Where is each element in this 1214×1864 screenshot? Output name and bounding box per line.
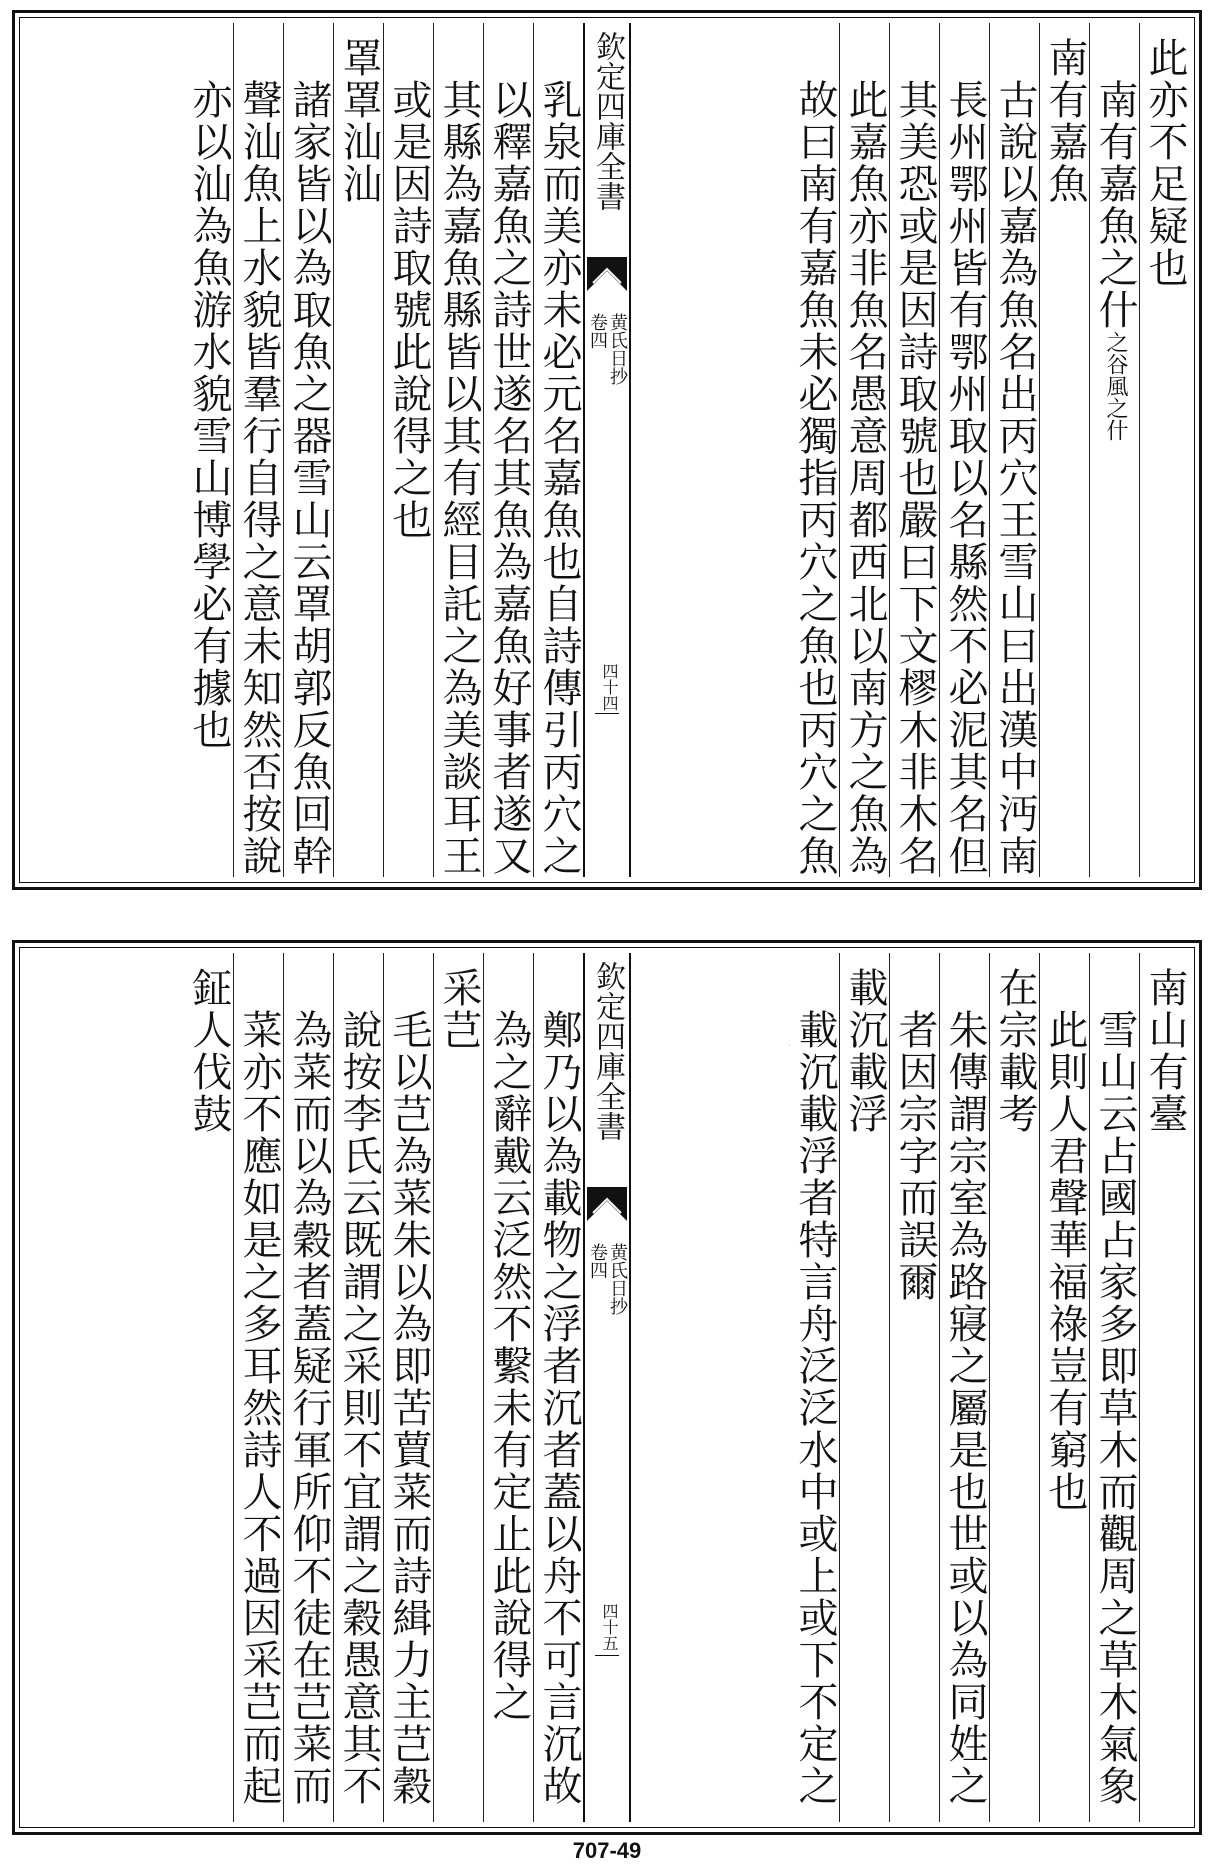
text-column: 為之辭戴云泛然不繫未有定止此說得之	[483, 953, 533, 1822]
spine-source	[587, 1243, 628, 1315]
text-column: 說按李氏云既謂之采則不宜謂之穀愚意其不	[333, 953, 383, 1822]
spine-source	[587, 313, 628, 385]
text-column: 諸家皆以為取魚之器雪山云罩胡郭反魚回幹	[283, 23, 333, 877]
spine-title: 欽定四庫全書	[590, 31, 625, 211]
spine-book-name: 黄氏日抄	[607, 313, 628, 385]
spine-title: 欽定四庫全書	[590, 961, 625, 1141]
text-column: 朱傳謂宗室為路寢之屬是也世或以為同姓之	[939, 953, 989, 1822]
page-footer-number: 707-49	[572, 1838, 642, 1863]
text-column: 乳泉而美亦未必元名嘉魚也自詩傳引丙穴之	[533, 23, 583, 877]
spine-divider	[595, 713, 619, 714]
page-spine	[583, 953, 631, 1822]
poem-title: 采芑	[433, 953, 483, 1822]
bottom-page-frame	[25, 953, 1189, 1822]
text-column: 亦以汕為魚游水貌雪山博學必有據也	[186, 79, 232, 751]
annotation-note: 之谷風之什	[1103, 331, 1128, 441]
fishtail-mark-icon	[587, 253, 627, 293]
text-column	[1089, 23, 1139, 877]
poem-title: 南山有臺	[1139, 953, 1189, 1822]
top-page-frame	[25, 23, 1189, 877]
poem-title: 罩罩汕汕	[333, 23, 383, 877]
bottom-left-half	[25, 953, 583, 1822]
text-column: 此亦不足疑也	[1139, 23, 1189, 877]
text-column: 載沉載浮者特言舟泛泛水中或上或下不定之	[792, 1009, 838, 1807]
text-column: 或是因詩取號此說得之也	[383, 23, 433, 877]
poem-title: 南有嘉魚	[1039, 23, 1089, 877]
poem-title: 在宗載考	[989, 953, 1039, 1822]
text-column: 以釋嘉魚之詩世遂名其魚為嘉魚好事者遂又	[483, 23, 533, 877]
poem-title: 鉦人伐鼓	[186, 967, 232, 1135]
page-spine	[583, 23, 631, 877]
text-column: 者因宗字而誤爾	[889, 953, 939, 1822]
text-column: 古說以嘉為魚名出丙穴王雪山曰出漢中沔南	[989, 23, 1039, 877]
text-column: 其美恐或是因詩取號也嚴曰下文樛木非木名	[889, 23, 939, 877]
top-right-half	[631, 23, 1189, 877]
text-column: 聲汕魚上水貌皆羣行自得之意未知然否按說	[233, 23, 283, 877]
text-column: 故曰南有嘉魚未必獨指丙穴之魚也丙穴之魚	[792, 79, 838, 877]
spine-volume: 卷四	[587, 1243, 608, 1279]
text-column: 毛以芑為菜朱以為即苦蕒菜而詩緝力主芑穀	[383, 953, 433, 1822]
section-heading: 南有嘉魚之什	[1092, 79, 1138, 331]
text-column: 此則人君聲華福祿豈有窮也	[1039, 953, 1089, 1822]
text-column: 鄭乃以為載物之浮者沉者蓋以舟不可言沉故	[533, 953, 583, 1822]
text-column: 菜亦不應如是之多耳然詩人不過因采芑而起	[233, 953, 283, 1822]
spine-book-name: 黄氏日抄	[607, 1243, 628, 1315]
bottom-right-half	[631, 953, 1189, 1822]
top-left-half	[25, 23, 583, 877]
top-page	[12, 10, 1202, 890]
text-column: 此嘉魚亦非魚名愚意周都西北以南方之魚為	[839, 23, 889, 877]
bottom-page	[12, 940, 1202, 1835]
text-column: 長州鄂州皆有鄂州取以名縣然不必泥其名但	[939, 23, 989, 877]
spine-volume: 卷四	[587, 313, 608, 349]
fishtail-mark-icon	[587, 1183, 627, 1223]
spine-page-number: 四十四	[600, 663, 619, 711]
text-column: 其縣為嘉魚縣皆以其有經目託之為美談耳王	[433, 23, 483, 877]
text-column: 雪山云占國占家多即草木而觀周之草木氣象	[1089, 953, 1139, 1822]
text-column: 為菜而以為穀者蓋疑行軍所仰不徒在芑菜而	[283, 953, 333, 1822]
spine-divider	[595, 1655, 619, 1656]
spine-page-number: 四十五	[600, 1603, 619, 1651]
poem-title: 載沉載浮	[839, 953, 889, 1822]
